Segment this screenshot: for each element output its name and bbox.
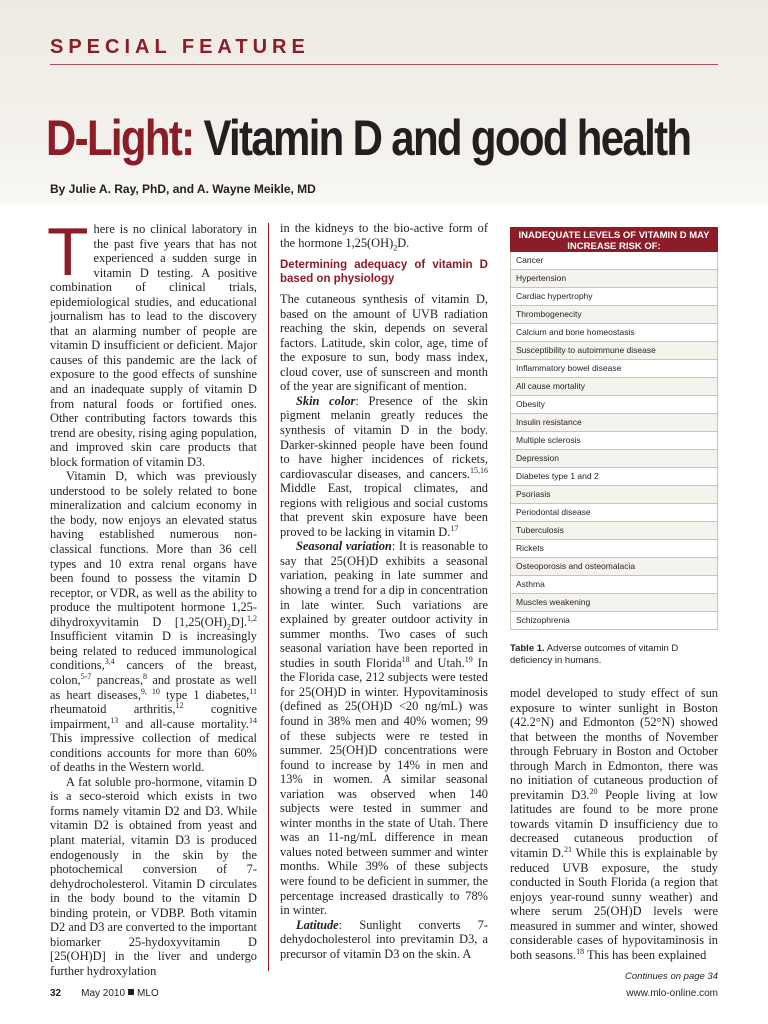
paragraph-continued bbox=[280, 221, 488, 253]
paragraph-text: in the kidneys to the bio-active form of the hormone 1,25(OH) bbox=[280, 221, 488, 250]
paragraph-text: type 1 diabetes, bbox=[159, 687, 250, 702]
risk-table-row: Thrombogenecity bbox=[510, 306, 718, 324]
citation: 14 bbox=[249, 715, 257, 725]
risk-table-row: Schizophrenia bbox=[510, 612, 718, 630]
paragraph-text: People living at low latitudes are found to be more prone towards vitamin D insufficiency due to decreased cutaneous production of vitamin D. bbox=[510, 787, 718, 861]
paragraph-text: This has been explained bbox=[584, 947, 707, 962]
paragraph-2 bbox=[50, 469, 257, 774]
risk-table-row: Cancer bbox=[510, 252, 718, 270]
risk-table-row: Diabetes type 1 and 2 bbox=[510, 468, 718, 486]
citation: 9, 10 bbox=[140, 686, 160, 696]
risk-table-row: Periodontal disease bbox=[510, 504, 718, 522]
risk-table-row: Inflammatory bowel disease bbox=[510, 360, 718, 378]
caption-text: Adverse outcomes of vitamin D deficiency in humans. bbox=[510, 643, 679, 666]
paragraph-text: : Sunlight converts 7-dehydocholesterol into previtamin D3, a precursor of vitamin D3 on the skin. A bbox=[280, 917, 488, 961]
paragraph-text: model developed to study effect of sun exposure to winter sunlight in Boston (42.2°N) and Edmonton (52°N) showed that between the months of November through February in Boston and October through March in Edmonton, there was no initiation of cutaneous production of previtamin D3. bbox=[510, 686, 718, 802]
risk-table-row: Obesity bbox=[510, 396, 718, 414]
risk-table-row: Asthma bbox=[510, 576, 718, 594]
citation: 19 bbox=[464, 654, 473, 664]
column-1 bbox=[47, 214, 258, 978]
paragraph-text: here is no clinical laboratory in the past five years that has not experienced a sudden surge in vitamin D testing. A positive combination of clinical trials, epidemiological studies, and educational journalism has to lead to the discovery that an alarming number of people are vitamin D insufficient or deficient. Major causes of this pandemic are the lack of exposure to the good effects of sunshine and an inadequate supply of vitamin D from natural foods or fortified ones. Other contributing factors towards this trend are obesity, rising aging population, and improved skin care products that block formation of vitamin D3. bbox=[50, 222, 257, 469]
paragraph-text: Middle East, tropical climates, and regions with religious and social customs that prevent skin exposure have been proved to be lacking in vitamin D. bbox=[280, 481, 488, 539]
paragraph-text: and Utah. bbox=[409, 655, 465, 670]
page-folio bbox=[50, 988, 159, 999]
risk-table-row: Depression bbox=[510, 450, 718, 468]
paragraph-text: : Presence of the skin pigment melanin greatly reduces the synthesis of vitamin D in the body. Darker-skinned people have been found to have higher incidences of rickets, cardiovascular diseases, and cancers. bbox=[280, 393, 488, 481]
kicker-rule bbox=[50, 64, 718, 65]
paragraph-text: Insufficient vitamin D is increasingly being related to reduced immunological conditions, bbox=[50, 629, 257, 673]
run-in-heading: Seasonal variation bbox=[296, 539, 392, 554]
risk-table-row: Psoriasis bbox=[510, 486, 718, 504]
drop-cap: T bbox=[47, 214, 89, 290]
citation: 3,4 bbox=[104, 657, 115, 667]
paragraph-skin-color bbox=[280, 394, 488, 539]
risk-table-row: Rickets bbox=[510, 540, 718, 558]
section-heading: Determining adequacy of vitamin D based on physiology bbox=[280, 259, 488, 286]
paragraph-text: While this is explainable by reduced UVB exposure, the study conducted in South Florida (a region that enjoys year-round sunny weather) and where serum 25(OH)D levels were measured in summer and winter, showed considerable cases of hypovitaminosis in both seasons. bbox=[510, 846, 718, 962]
article-title bbox=[46, 108, 691, 168]
risk-table-row: Susceptibility to autoimmune disease bbox=[510, 342, 718, 360]
paragraph-text: D]. bbox=[230, 614, 247, 629]
citation: 5-7 bbox=[80, 671, 92, 681]
risk-table-row: Hypertension bbox=[510, 270, 718, 288]
paragraph-3: A fat soluble pro-hormone, vitamin D is a seco-steroid which exists in two forms namely vitamin D2 and D3. While vitamin D2 is obtained from yeast and plant material, vitamin D3 is produced endogenously in the skin by the photochemical conversion of 7-dehydrocholesterol. Vitamin D circulates in the body bound to the vitamin D binding protein, or VDBP. Both vitamin D2 and D3 are converted to the important biomarker 25-hydoxyvitamin D [25(OH)D] in the liver and undergo further hydroxylation bbox=[50, 774, 257, 978]
issue-date: May 2010 bbox=[81, 988, 126, 999]
risk-table bbox=[510, 227, 718, 630]
subscript: 2 bbox=[393, 243, 398, 253]
citation: 13 bbox=[110, 715, 119, 725]
header-banner bbox=[0, 0, 768, 205]
risk-table-row: Muscles weakening bbox=[510, 594, 718, 612]
paragraph-text: cancers of the breast, colon, bbox=[50, 658, 257, 687]
paragraph-seasonal bbox=[280, 539, 488, 917]
citation: 18 bbox=[401, 654, 410, 664]
section-kicker: SPECIAL FEATURE bbox=[50, 36, 310, 58]
citation: 12 bbox=[175, 700, 184, 710]
website-url[interactable]: www.mlo-online.com bbox=[626, 988, 718, 999]
paragraph-text: and prostate as well as heart diseases, bbox=[50, 672, 257, 702]
paragraph-text: D. bbox=[397, 235, 410, 250]
paragraph-latitude bbox=[280, 918, 488, 962]
paragraph-text: rheumatoid arthritis, bbox=[50, 702, 176, 717]
title-highlight: D-Light: bbox=[46, 110, 194, 166]
paragraph-text: pancreas, bbox=[91, 672, 144, 687]
risk-table-row: Calcium and bone homeostasis bbox=[510, 324, 718, 342]
citation: 20 bbox=[589, 786, 598, 796]
citation: 1,2 bbox=[247, 613, 257, 623]
column-divider bbox=[268, 223, 269, 971]
run-in-heading: Latitude bbox=[296, 917, 339, 932]
risk-table-header: INADEQUATE LEVELS OF VITAMIN D MAY INCREASE RISK OF: bbox=[510, 227, 718, 252]
title-rest: Vitamin D and good health bbox=[193, 110, 691, 166]
run-in-heading: Skin color bbox=[296, 393, 356, 408]
citation: 17 bbox=[450, 523, 459, 533]
citation: 21 bbox=[563, 844, 572, 854]
publication-name: MLO bbox=[137, 988, 159, 999]
risk-table-row: Multiple sclerosis bbox=[510, 432, 718, 450]
column-2 bbox=[280, 221, 488, 961]
page-number: 32 bbox=[50, 988, 62, 999]
paragraph-text: Vitamin D, which was previously understood to be solely related to bone mineralization and calcium economy in the body, now enjoys an elevated status having established numerous non-classical functions. More than 36 cell types and 10 extra renal organs have been found to possess the vitamin D receptor, or VDR, as well as the ability to produce the multipotent hormone 1,25-dihydroxyvitamin D [1,25(OH) bbox=[50, 469, 257, 629]
paragraph-factors: The cutaneous synthesis of vitamin D, based on the amount of UVB radiation reaching the skin, depends on several factors. Latitude, skin color, age, time of the exposure to sun, body mass index, cloud cover, use of sunscreen and month of the year are significant of mention. bbox=[280, 292, 488, 394]
risk-table-row: Osteoporosis and osteomalacia bbox=[510, 558, 718, 576]
paragraph-1 bbox=[47, 214, 257, 469]
risk-table-row: Insulin resistance bbox=[510, 414, 718, 432]
caption-label: Table 1. bbox=[510, 643, 545, 654]
paragraph-sun-model bbox=[510, 686, 718, 962]
column-3 bbox=[510, 686, 718, 962]
risk-table-row: Tuberculosis bbox=[510, 522, 718, 540]
continues-link[interactable]: Continues on page 34 bbox=[625, 971, 718, 982]
byline: By Julie A. Ray, PhD, and A. Wayne Meikle, MD bbox=[50, 182, 316, 196]
citation: 18 bbox=[576, 946, 585, 956]
risk-table-row: All cause mortality bbox=[510, 378, 718, 396]
paragraph-text: : It is reasonable to say that 25(OH)D exhibits a seasonal variation, peaking in late summer and showing a trend for a dip in concentration in late winter. Such variations are explained by greater outdoor activity in summer months. Two cases of such seasonal variation have been reported in studies in south Florida bbox=[280, 539, 488, 670]
paragraph-text: cognitive impairment, bbox=[50, 702, 257, 731]
paragraph-text: and all-cause mortality. bbox=[118, 716, 249, 731]
citation: 15,16 bbox=[470, 465, 488, 475]
paragraph-text: This impressive collection of medical conditions accounts for more than 60% of deaths in the Western world. bbox=[50, 731, 257, 775]
citation: 8 bbox=[143, 671, 148, 681]
citation: 11 bbox=[249, 686, 258, 696]
square-bullet-icon bbox=[128, 989, 134, 995]
table-caption bbox=[510, 643, 718, 666]
risk-table-body bbox=[510, 252, 718, 630]
paragraph-text: In the Florida case, 212 subjects were tested for 25(OH)D in winter. Hypovitaminosis (defined as 25(OH)D <20 ng/mL) was found in 38% men and 40% women; 99 of these subjects were re tested in summer. 25(OH)D concentrations were found to increase by 14% in men and 13% in women. A similar seasonal variation was observed when 140 subjects were tested in summer and winter months in the state of Utah. There was an 11-ng/mL difference in mean values noted between summer and winter months. While 39% of these subjects were found to be deficient in summer, the percentage increased drastically to 78% in winter. bbox=[280, 655, 489, 918]
risk-table-row: Cardiac hypertrophy bbox=[510, 288, 718, 306]
subscript: 2 bbox=[226, 622, 231, 632]
